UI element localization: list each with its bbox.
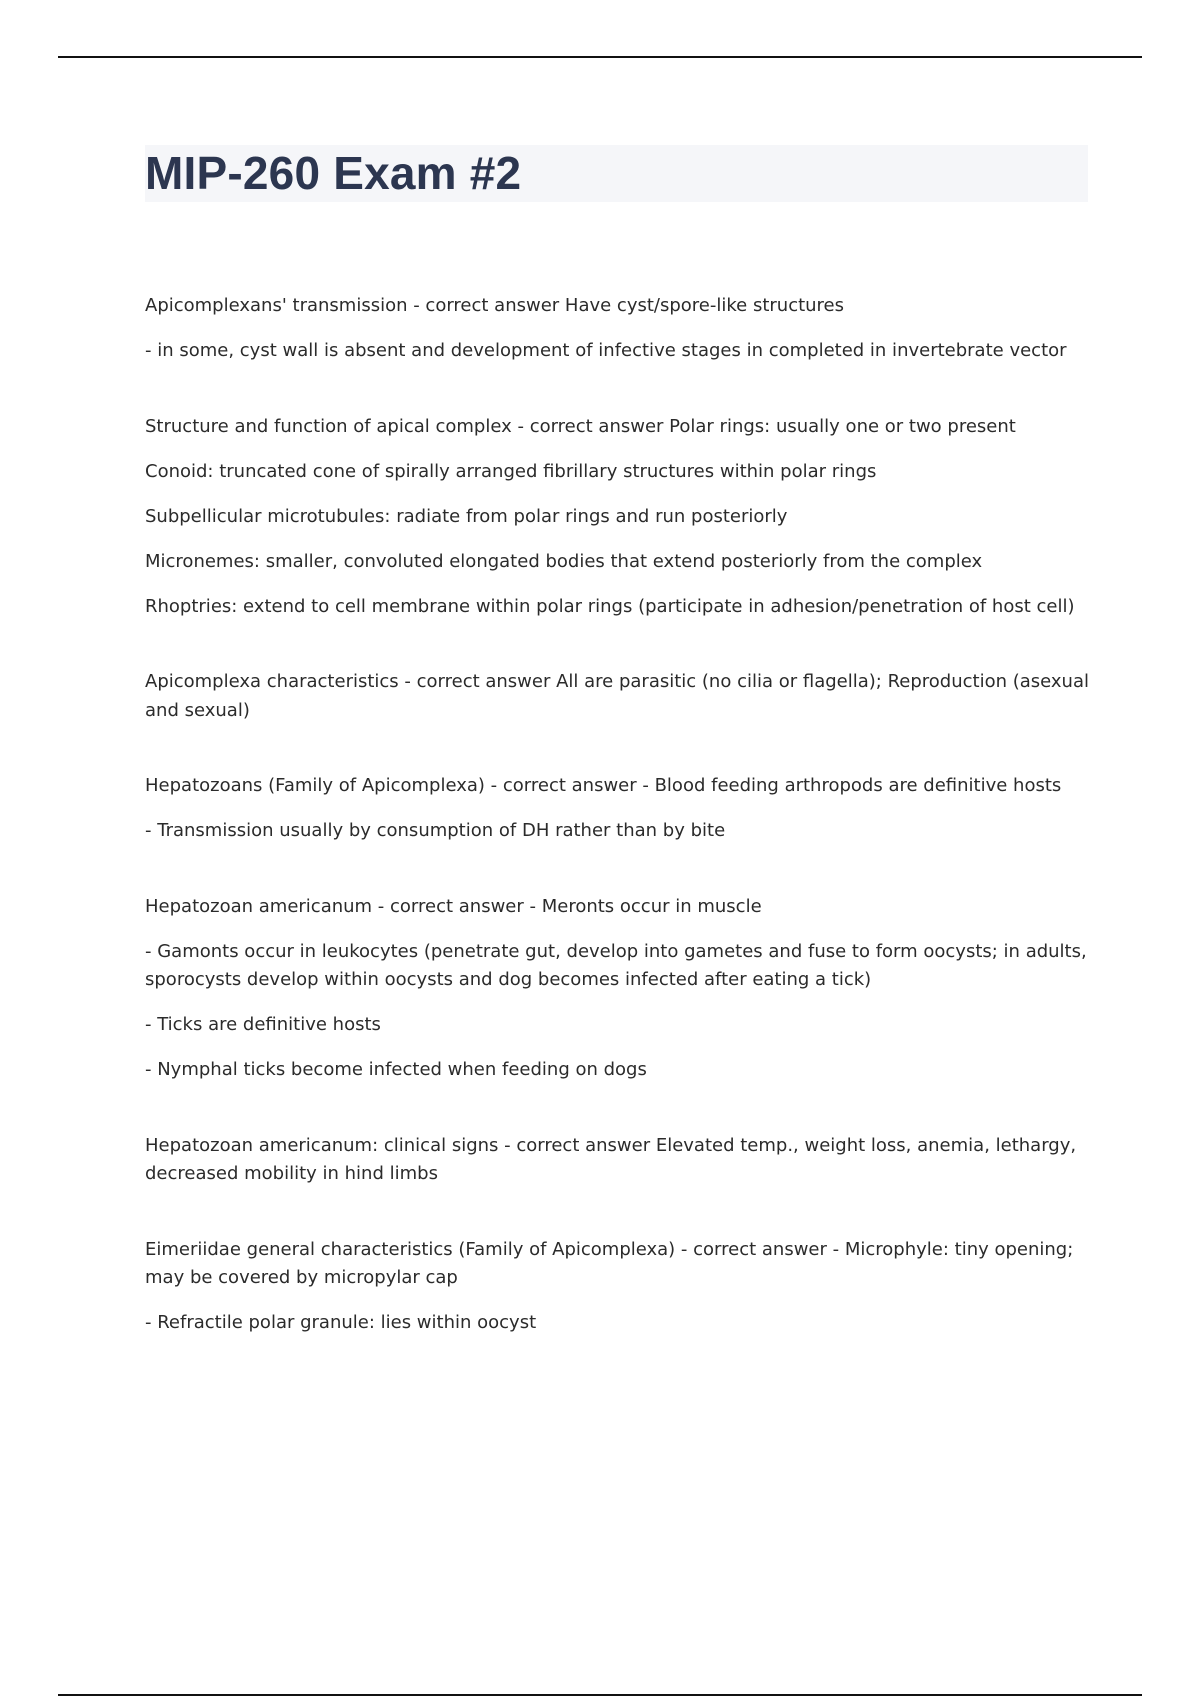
title-banner [145,145,1088,202]
qa-entry [145,1132,1095,1189]
top-rule [58,56,1142,58]
entry-line: Apicomplexa characteristics - correct answer All are parasitic (no cilia or flagella); Reproduction (asexual and sexual) [145,671,1089,721]
entry-line: Rhoptries: extend to cell membrane within polar rings (participate in adhesion/penetration of host cell) [145,595,1075,617]
entry-line: - Ticks are definitive hosts [145,1014,381,1035]
entry-line: Subpellicular microtubules: radiate from polar rings and run posteriorly [145,505,788,527]
qa-entry [145,893,1095,1085]
entry-line: Micronemes: smaller, convoluted elongated bodies that extend posteriorly from the complex [145,550,983,572]
entry-line: - Refractile polar granule: lies within oocyst [145,1312,537,1333]
bottom-rule [58,1694,1142,1696]
entry-line: - in some, cyst wall is absent and development of infective stages in completed in invertebrate vector [145,340,1067,361]
entry-line: - Nymphal ticks become infected when feeding on dogs [145,1059,647,1080]
document-body [145,292,1095,1385]
entry-line: Hepatozoan americanum: clinical signs - correct answer Elevated temp., weight loss, anemia, lethargy, decreased mobility in hind limbs [145,1134,1077,1184]
qa-entry [145,292,1095,366]
entry-line: Structure and function of apical complex - correct answer Polar rings: usually one or two present [145,415,1016,437]
entry-line: Eimeriidae general characteristics (Family of Apicomplexa) - correct answer - Microphyle: tiny opening; may be covered by micropylar cap [145,1238,1074,1288]
page-title: MIP-260 Exam #2 [145,147,522,199]
qa-entry [145,413,1095,622]
entry-line: - Gamonts occur in leukocytes (penetrate gut, develop into gametes and fuse to form oocysts; in adults, sporocysts develop within oocysts and dog becomes infected after eating a tick) [145,940,1087,990]
entry-line: Hepatozoan americanum - correct answer - Meronts occur in muscle [145,895,762,917]
entry-line: Conoid: truncated cone of spirally arranged fibrillary structures within polar rings [145,460,877,482]
entry-line: Apicomplexans' transmission - correct answer Have cyst/spore-like structures [145,295,845,316]
entry-line: Hepatozoans (Family of Apicomplexa) - correct answer - Blood feeding arthropods are definitive hosts [145,775,1062,796]
qa-entry [145,772,1095,846]
entry-line: - Transmission usually by consumption of DH rather than by bite [145,820,726,841]
qa-entry [145,1236,1095,1338]
qa-entry [145,668,1095,725]
